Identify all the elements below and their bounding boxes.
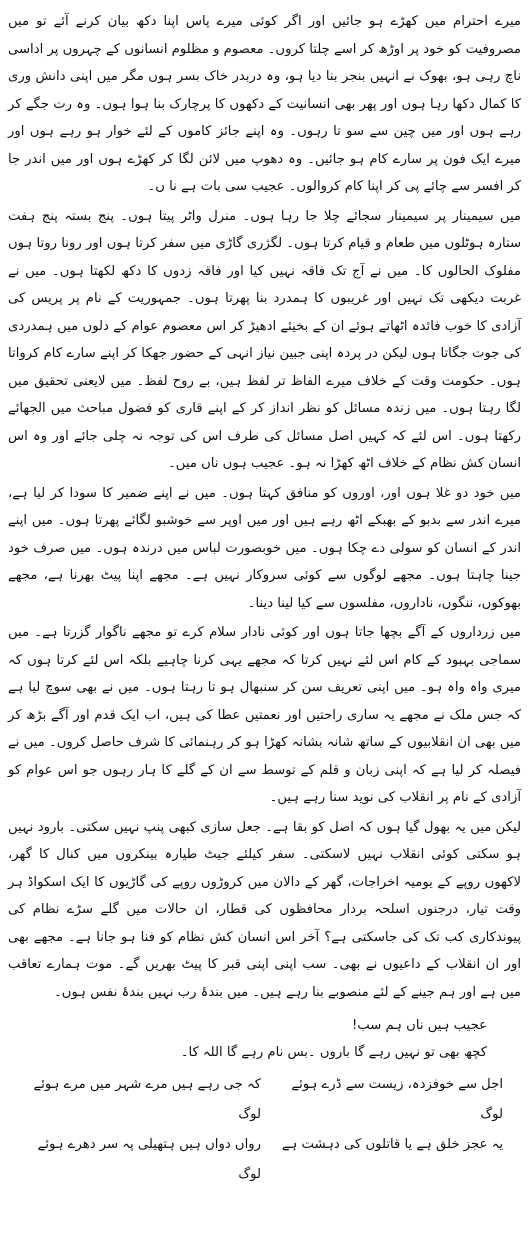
closing-line-1: عجیب ہیں ناں ہم سب! — [352, 1018, 487, 1033]
couplet-1 — [8, 1070, 521, 1130]
body-paragraph-5: لیکن میں یہ بھول گیا ہوں کہ اصل کو بقا ہے۔ جعل سازی کبھی پنپ نہیں سکتی۔ بارود نہیں ہو سکتی کوئی انقلاب نہیں لاسکتی۔ سفر کیلئے جیٹ طیارہ بینکروں میں کنال کا گھر، لاکھوں روپے کے یومیہ اخراجات، گھر کے دالان میں کروڑوں روپے کی گاڑیوں کا ایک اسکواڈ ہر وقت تیار، درجنوں اسلحہ بردار محافظوں کی قطار، ان حالات میں گلے سڑے نظام کی پیوندکاری کب تک کی جاسکتی ہے؟ آخر اس انسان کش نظام کو فنا ہو جانا ہے۔ مجھے بھی اور ان انقلاب کے داعیوں نے بھی۔ سب اپنی اپنی قبر کا پیٹ بھریں گے۔ موت ہمارے تعاقب میں ہے اور ہم جینے کے لئے منصوبے بنا رہے ہیں۔ میں بندۂ رب نہیں بندۂ نفس ہوں۔ — [8, 819, 521, 1000]
couplet-2-first-line: یہ عجز خلق ہے یا قاتلوں کی دہشت ہے — [281, 1137, 503, 1152]
couplet-2-second-line: رواں دواں ہیں ہتھیلی پہ سر دھرے ہوئے لوگ — [37, 1137, 261, 1182]
body-paragraph-3: میں خود دو غلا ہوں اور، اوروں کو منافق کہتا ہوں۔ میں نے اپنے ضمیر کا سودا کر لیا ہے، میرے اندر سے بدبو کے بھبکے اٹھ رہے ہیں اور میں اوپر سے خوشبو لگائے پھرتا ہوں۔ میں اپنے اندر کے انسان کو سولی دے چکا ہوں۔ میں خوبصورت لباس میں درندہ ہوں۔ میں صرف خود جینا چاہتا ہوں۔ مجھے لوگوں سے کوئی سروکار نہیں ہے۔ مجھے اپنا پیٹ بھرنا ہے، مجھے بھوکوں، ننگوں، ناداروں، مفلسوں سے کیا لینا دینا۔ — [8, 485, 521, 611]
couplet-1-second-line: کہ جی رہے ہیں مرے شہر میں مرے ہوئے لوگ — [33, 1077, 261, 1122]
body-paragraph-1: میرے احترام میں کھڑے ہو جائیں اور اگر کوئی میرے پاس اپنا دکھ بیان کرنے آئے تو میں مصروفیت کو خود پر اوڑھ کر اسے چلتا کروں۔ معصوم و مظلوم انسانوں کے چہروں پر اداسی ناچ رہی ہو، بھوک نے انہیں بنجر بنا دیا ہو، وہ دربدر خاک بسر ہوں مگر میں اپنی دانش وری کا کمال دکھا رہا ہوں اور پھر بھی انسانیت کے دکھوں کا پرچارک بنا ہوا ہوں۔ وہ رت جگے کر رہے ہوں اور میں چین سے سو تا رہوں۔ وہ اپنے جائز کاموں کے لئے خوار ہو رہے ہوں اور میرے ایک فون پر سارے کام ہو جائیں۔ وہ دھوپ میں لائن لگا کر کھڑے ہوں اور میں اندر جا کر افسر سے چائے پی کر اپنا کام کروالوں۔ عجیب سی بات ہے نا ں۔ — [8, 14, 521, 194]
closing-lines — [8, 1012, 521, 1066]
couplet-2 — [8, 1130, 521, 1190]
body-paragraph-4: میں زرداروں کے آگے بچھا جاتا ہوں اور کوئی نادار سلام کرے تو مجھے ناگوار گزرتا ہے۔ میں سماجی بہبود کے کام اس لئے نہیں کرتا کہ مجھے یہی کرنا چاہیے بلکہ اس لئے کرتا ہوں کہ میری واہ واہ ہو۔ میں اپنی تعریف سن کر سنبھال ہو تا رہتا ہوں۔ میں نے بھی سوچ لیا ہے کہ جس ملک نے مجھے یہ ساری راحتیں اور نعمتیں عطا کی ہیں، اب ایک قدم اور آگے بڑھ کر میں بھی ان انقلابیوں کے ساتھ شانہ بشانہ کھڑا ہو کر رہنمائی کا شرف حاصل کروں۔ میں نے فیصلہ کر لیا ہے کہ اپنی زبان و قلم کے توسط سے ان کے گلے کا ہار رہوں جو اس عوام کو آزادی کے نام پر انقلاب کی نوید سنا رہے ہیں۔ — [8, 625, 521, 805]
poetry-couplets — [8, 1070, 521, 1190]
closing-line-2: کچھ بھی تو نہیں رہے گا باروں ۔بس نام رہے گا اللہ کا۔ — [180, 1045, 487, 1060]
couplet-1-first-line: اجل سے خوفزدہ، زیست سے ڈرے ہوئے لوگ — [291, 1077, 503, 1122]
body-paragraph-2: میں سیمینار پر سیمینار سجائے چلا جا رہا ہوں۔ منرل واٹر پیتا ہوں۔ پنج بستہ پنج ہفت ستارہ ہوٹلوں میں طعام و قیام کرتا ہوں۔ لگژری گاڑی میں سفر کرتا ہوں اور رونا روتا ہوں مفلوک الحالوں کا۔ میں نے آج تک فاقہ نہیں کیا اور فاقہ زدوں کا دکھ لکھتا ہوں۔ میں نے غربت دیکھی تک نہیں اور غریبوں کا ہمدرد بنا پھرتا ہوں۔ جمہوریت کے نام پر پریس کی آزادی کا خوب فائدہ اٹھاتے ہوئے ان کے بخیئے ادھیڑ کر اس معصوم عوام کے دلوں میں ہمدردی کی جوت جگاتا ہوں لیکن در پردہ اپنی جبین نیاز انہی کے حضور جھکا کر اپنے سارے کام کرواتا ہوں۔ حکومت وقت کے خلاف میرے الفاظ تر لفظ ہیں، بے روح لفظ۔ میں لایعنی تحقیق میں لگا رہتا ہوں۔ میں زندہ مسائل کو نظر انداز کر کے اپنے قاری کو فضول مباحث میں الجھائے رکھتا ہوں۔ اس لئے کہ کہیں اصل مسائل کی طرف اس کی توجہ نہ چلی جائے اور وہ اس انسان کش نظام کے خلاف اٹھ کھڑا نہ ہو۔ عجیب ہوں ناں میں۔ — [8, 208, 521, 471]
